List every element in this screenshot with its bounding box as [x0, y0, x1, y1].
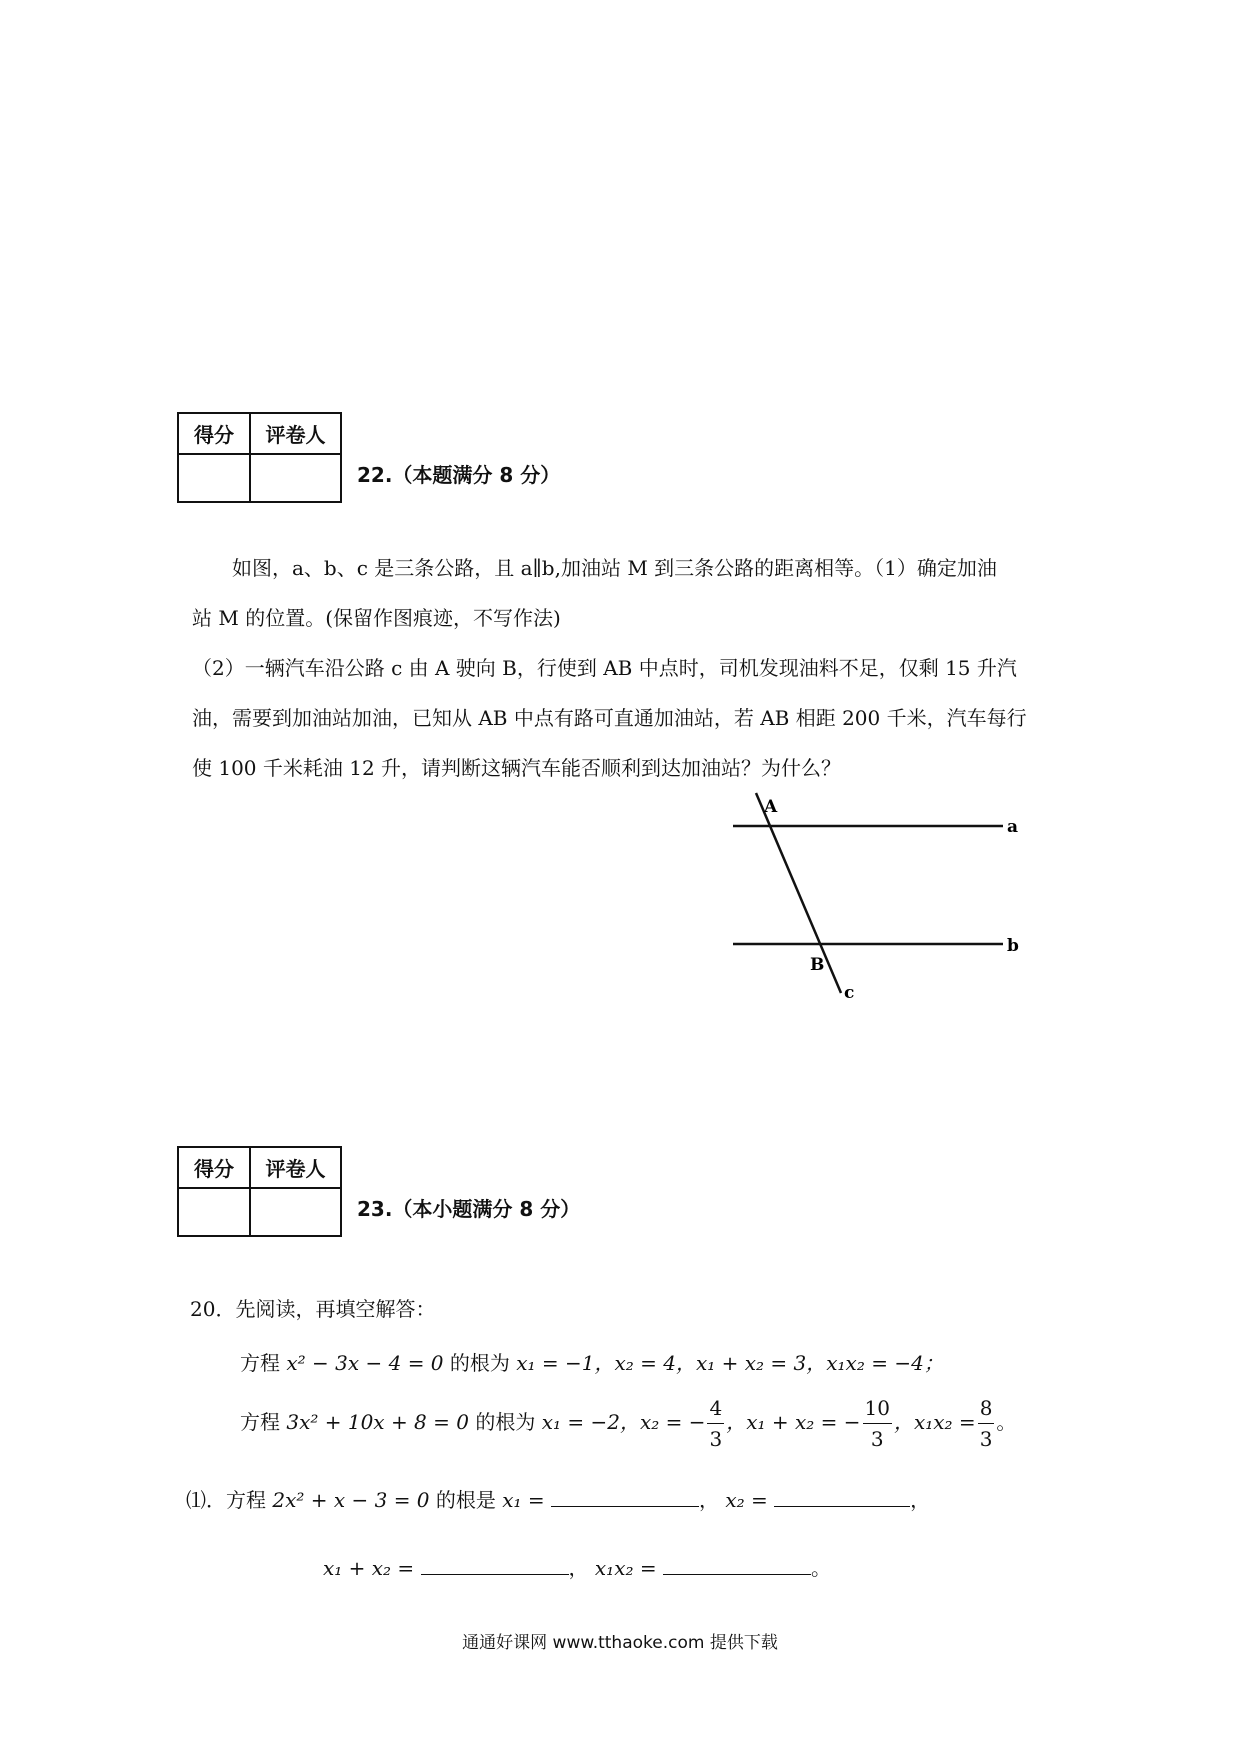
eq1-roots: x₁ = −1，x₂ = 4，x₁ + x₂ = 3，x₁x₂ = −4；	[516, 1351, 944, 1375]
eq2-root-1: x₁ = −2，x₂ = −	[541, 1410, 706, 1434]
q22-line-5: 使 100 千米耗油 12 升，请判断这辆汽车能否顺利到达加油站？为什么？	[192, 756, 842, 780]
eq2-prefix: 方程	[240, 1410, 280, 1434]
part1-prefix: ⑴．方程	[186, 1488, 266, 1512]
footer-source: 通通好课网 www.tthaoke.com 提供下载	[462, 1633, 778, 1653]
score-box-23	[177, 1146, 342, 1237]
question-22-heading: 22.（本题满分 8 分）	[357, 463, 561, 487]
grader-cell	[250, 454, 341, 502]
score-cell	[178, 1188, 250, 1236]
part1-comma-2: ，	[568, 1556, 589, 1580]
q23-part-1-line-1	[186, 1484, 930, 1513]
answer-blank-x1[interactable]	[551, 1486, 699, 1507]
fraction-10-3: $\frac{10}{3}$	[863, 1393, 892, 1454]
part1-sum-label: x₁ + x₂ =	[323, 1556, 415, 1580]
q23-part-1-line-2	[323, 1552, 831, 1581]
grader-label: 评卷人	[250, 413, 341, 454]
grader-label: 评卷人	[250, 1147, 341, 1188]
eq2-expression: 3x² + 10x + 8 = 0	[286, 1410, 469, 1434]
q22-line-4: 油，需要到加油站加油，已知从 AB 中点有路可直通加油站，若 AB 相距 200 千米，汽车每行	[192, 706, 1027, 730]
score-box-22	[177, 412, 342, 503]
answer-blank-product[interactable]	[663, 1554, 811, 1575]
part1-x2-label: x₂ =	[725, 1488, 768, 1512]
score-label: 得分	[178, 1147, 250, 1188]
eq2-product: ，x₁x₂ =	[893, 1410, 976, 1434]
q22-line-2: 站 M 的位置。(保留作图痕迹，不写作法)	[192, 606, 561, 630]
part1-product-label: x₁x₂ =	[594, 1556, 657, 1580]
q23-example-1	[240, 1347, 944, 1376]
eq2-sum: ，x₁ + x₂ = −	[726, 1410, 861, 1434]
part1-x1-label: x₁ =	[502, 1488, 545, 1512]
part1-end: ，	[910, 1488, 931, 1512]
answer-blank-x2[interactable]	[774, 1486, 910, 1507]
road-c-line	[756, 793, 841, 993]
score-cell	[178, 454, 250, 502]
part1-mid: 的根是	[435, 1488, 496, 1512]
eq1-prefix: 方程	[240, 1351, 280, 1375]
fraction-8-3: $\frac{8}{3}$	[978, 1393, 995, 1454]
part1-end-2: 。	[810, 1556, 831, 1580]
q23-example-2	[240, 1393, 1016, 1454]
q22-line-3: （2）一辆汽车沿公路 c 由 A 驶向 B，行使到 AB 中点时，司机发现油料不足，仅剩 15 升汽	[192, 656, 1017, 680]
fraction-4-3: $\frac{4}{3}$	[707, 1393, 724, 1454]
point-a-label: A	[764, 797, 778, 817]
eq1-mid: 的根为	[449, 1351, 510, 1375]
q23-intro: 20．先阅读，再填空解答：	[190, 1297, 436, 1321]
eq2-mid: 的根为	[475, 1410, 536, 1434]
parallel-roads-diagram	[720, 785, 1020, 1005]
part1-comma: ，	[699, 1488, 720, 1512]
grader-cell	[250, 1188, 341, 1236]
point-b-label: B	[810, 955, 825, 975]
road-b-label: b	[1007, 936, 1019, 956]
eq1-expression: x² − 3x − 4 = 0	[286, 1351, 444, 1375]
q22-line-1: 如图，a、b、c 是三条公路，且 a∥b,加油站 M 到三条公路的距离相等。（1）确定加油	[232, 556, 997, 580]
eq2-end: 。	[996, 1410, 1017, 1434]
answer-blank-sum[interactable]	[421, 1554, 569, 1575]
question-23-heading: 23.（本小题满分 8 分）	[357, 1197, 581, 1221]
part1-expression: 2x² + x − 3 = 0	[272, 1488, 430, 1512]
road-c-label: c	[844, 983, 855, 1003]
road-a-label: a	[1007, 817, 1019, 837]
score-label: 得分	[178, 413, 250, 454]
